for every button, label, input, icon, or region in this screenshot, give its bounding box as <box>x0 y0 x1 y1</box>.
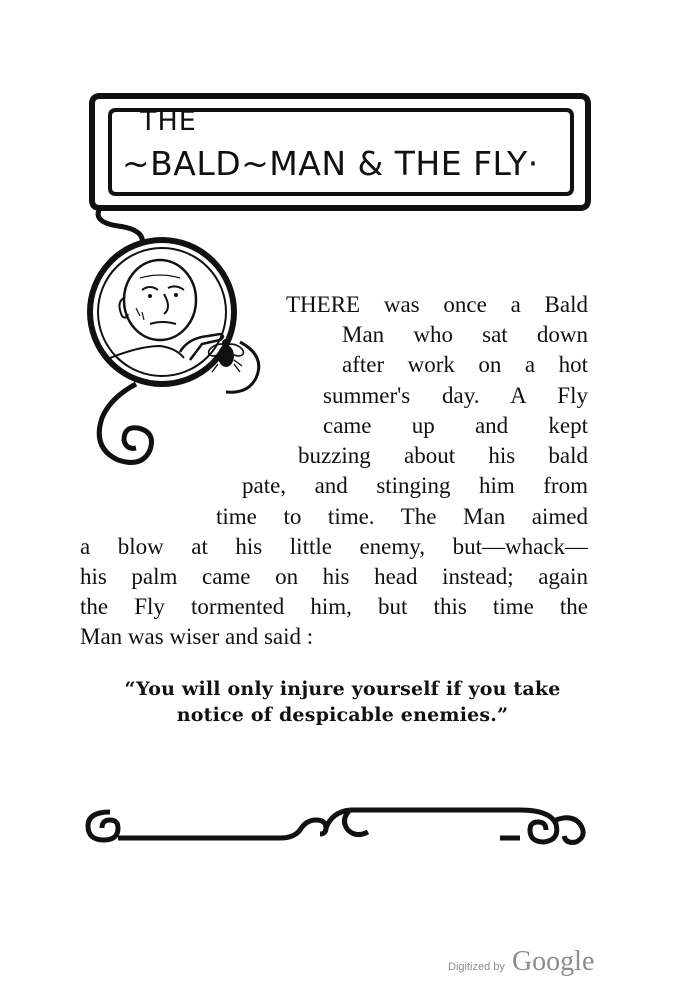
story-line-6: buzzing about his bald <box>298 443 588 468</box>
google-logo: Google <box>511 946 595 977</box>
story-line-9: a blow at his little enemy, but—whack— <box>80 534 588 559</box>
story-line-5: came up and kept <box>323 413 588 438</box>
story-line-1: THERE was once a Bald <box>286 292 588 317</box>
google-watermark <box>448 946 594 978</box>
story-line-8: time to time. The Man aimed <box>216 504 588 529</box>
ornament-divider <box>80 800 605 850</box>
story-line-2: Man who sat down <box>342 322 588 347</box>
story-line-3: after work on a hot <box>342 352 588 377</box>
bald-man-illustration <box>80 228 280 498</box>
moral-line-1: “You will only injure yourself if you take <box>124 678 561 700</box>
story-line-7: pate, and stinging him from <box>242 473 588 498</box>
title-line-2: ~BALD~MAN & THE FLY· <box>122 144 539 183</box>
story-line-12: Man was wiser and said : <box>80 624 314 649</box>
story-line-4: summer's day. A Fly <box>323 383 588 408</box>
story-line-10: his palm came on his head instead; again <box>80 564 588 589</box>
moral-line-2: notice of despicable enemies.” <box>176 704 509 726</box>
title-line-1: THE <box>140 106 197 137</box>
digitized-by-label: Digitized by <box>448 961 505 973</box>
story-line-11: the Fly tormented him, but this time the <box>80 594 588 619</box>
